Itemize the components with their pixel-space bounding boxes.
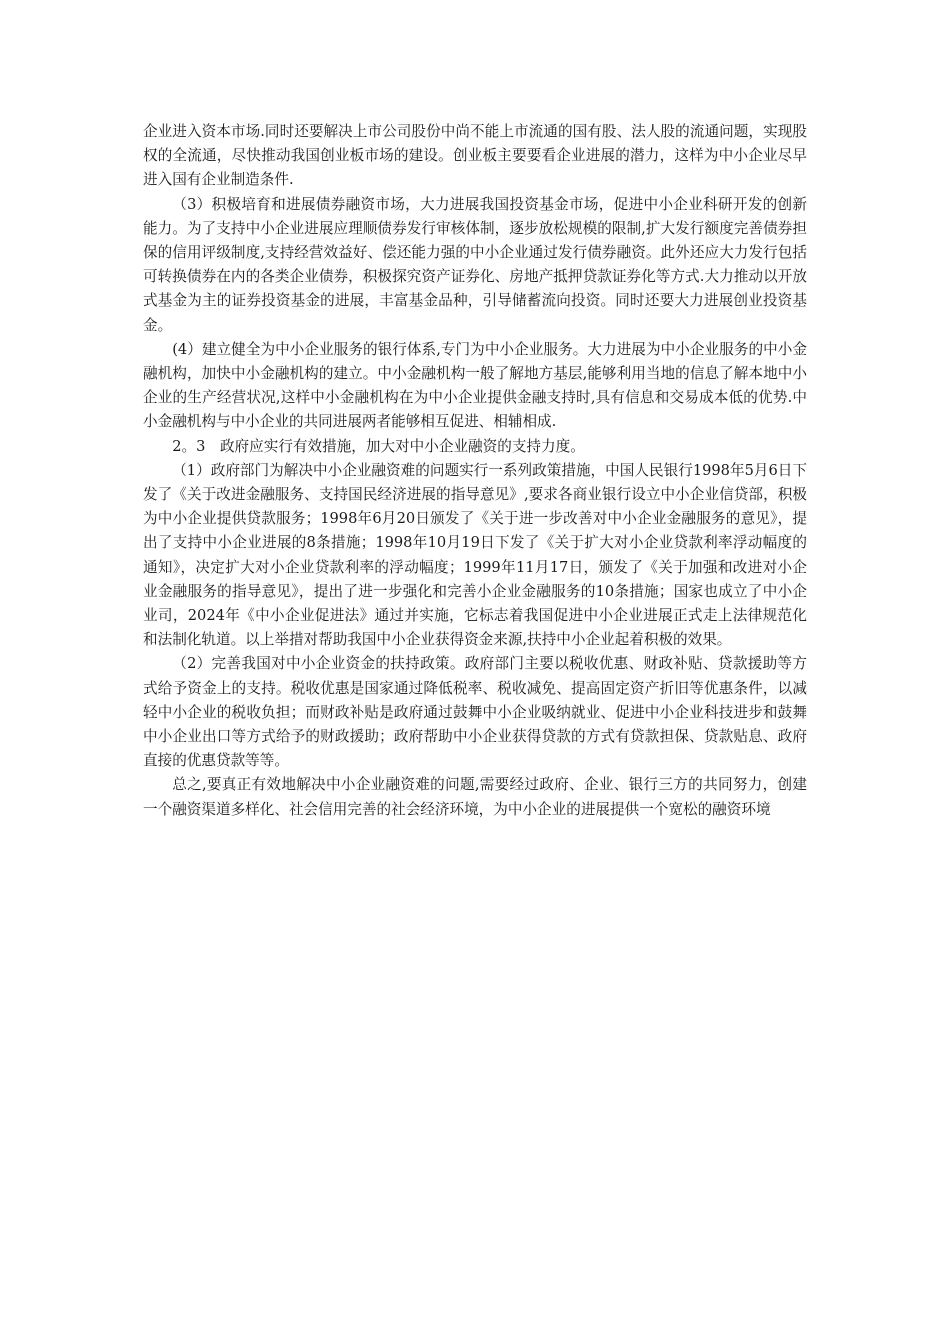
section-heading-2-3: 2。3 政府应实行有效措施，加大对中小企业融资的支持力度。 — [172, 437, 585, 455]
paragraph-fund-support-policy: （2）完善我国对中小企业资金的扶持政策。政府部门主要以税收优惠、财政补贴、贷款援助等方式给予资金上的支持。税收优惠是国家通过降低税率、税收减免、提高固定资产折旧等优惠条件，以减轻中小企业的税收负担；而财政补贴是政府通过鼓舞中小企业吸纳就业、促进中小企业科技进步和鼓舞中小企业出口等方式给予的财政援助；政府帮助中小企业获得贷款的方式有贷款担保、贷款贴息、政府直接的优惠贷款等等。 — [143, 655, 807, 770]
paragraph-conclusion: 总之,要真正有效地解决中小企业融资难的问题,需要经过政府、企业、银行三方的共同努力，创建一个融资渠道多样化、社会信用完善的社会经济环境，为中小企业的进展提供一个宽松的融资环境 — [143, 776, 807, 818]
document-page — [143, 120, 807, 822]
paragraph-sme-banking-system: (4）建立健全为中小企业服务的银行体系,专门为中小企业服务。大力进展为中小企业服务的中小金融机构，加快中小金融机构的建立。中小金融机构一般了解地方基层,能够利用当地的信息了解本地中小企业的生产经营状况,这样中小金融机构在为中小企业提供金融支持时,具有信息和交易成本低的优势.中小金融机构与中小企业的共同进展两者能够相互促进、相辅相成. — [143, 340, 807, 431]
paragraph-bond-financing-market: （3）积极培育和进展债券融资市场，大力进展我国投资基金市场，促进中小企业科研开发的创新能力。为了支持中小企业进展应理顺债券发行审核体制，逐步放松规模的限制,扩大发行额度完善债券担保的信用评级制度,支持经营效益好、偿还能力强的中小企业通过发行债券融资。此外还应大力发行包括可转换债券在内的各类企业债券，积极探究资产证券化、房地产抵押贷款证券化等方式.大力推动以开放式基金为主的证券投资基金的进展，丰富基金品种，引导储蓄流向投资。同时还要大力进展创业投资基金。 — [143, 195, 807, 334]
paragraph-capital-market-continuation: 企业进入资本市场.同时还要解决上市公司股份中尚不能上市流通的国有股、法人股的流通问题，实现股权的全流通，尽快推动我国创业板市场的建设。创业板主要要看企业进展的潜力，这样为中小企业尽早进入国有企业制造条件. — [143, 123, 807, 189]
paragraph-government-policy-measures: （1）政府部门为解决中小企业融资难的问题实行一系列政策措施，中国人民银行1998年5月6日下发了《关于改进金融服务、支持国民经济进展的指导意见》,要求各商业银行设立中小企业信贷部，积极为中小企业提供贷款服务；1998年6月20日颁发了《关于进一步改善对中小企业金融服务的意见》，提出了支持中小企业进展的8条措施；1998年10月19日下发了《关于扩大对小企业贷款利率浮动幅度的通知》，决定扩大对小企业贷款利率的浮动幅度；1999年11月17日，颁发了《关于加强和改进对小企业金融服务的指导意见》，提出了进一步强化和完善小企业金融服务的10条措施；国家也成立了中小企业司，2024年《中小企业促进法》通过并实施，它标志着我国促进中小企业进展正式走上法律规范化和法制化轨道。以上举措对帮助我国中小企业获得资金来源,扶持中小企业起着积极的效果。 — [143, 461, 807, 649]
